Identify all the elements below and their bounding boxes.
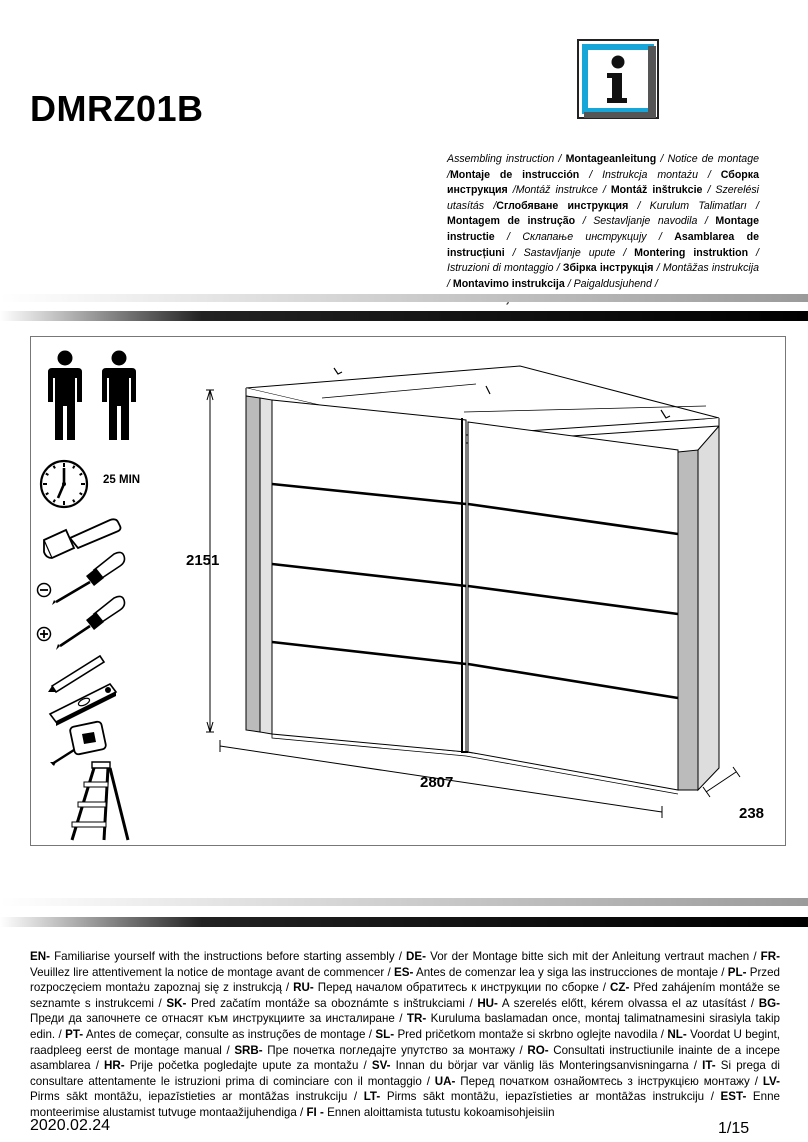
step-ladder-icon	[60, 760, 132, 844]
language-code: TR-	[406, 1012, 427, 1026]
language-code: EST-	[720, 1090, 747, 1104]
language-code: HU-	[477, 996, 498, 1010]
language-title: Notice de montage	[667, 153, 759, 165]
notice-text: Enne monteerimise alustamist tutvuge montaažijuhendiga /	[30, 1090, 780, 1119]
notice-text: Před zahájením montáže se seznamte s instrukcemi /	[30, 981, 780, 1010]
notice-text: Pirms sākt montāžu, iepazīstieties ar montāžas instrukciju /	[380, 1090, 721, 1104]
language-code: PT-	[65, 1027, 84, 1041]
info-icon	[576, 38, 660, 120]
language-code: SV-	[371, 1059, 391, 1073]
width-dimension: 2807	[420, 774, 454, 791]
notice-text: Si prega di consultare attentamente le istruzioni prima di cominciare con il montaggio /	[30, 1059, 780, 1088]
notice-text: Pred začatím montáže sa oboznámte s inštrukciami /	[186, 996, 478, 1010]
language-code: FI -	[306, 1105, 324, 1119]
divider-stripe-main	[0, 311, 808, 321]
language-title: Сглобяване инструкция	[496, 199, 629, 212]
notice-text: Consultati instructiunile inainte de a incepe asamblarea /	[30, 1043, 780, 1073]
language-code: SK-	[166, 996, 187, 1010]
language-code: PL-	[727, 965, 747, 979]
notice-text: Vor der Montage bitte sich mit der Anleitung vertraut machen /	[426, 950, 761, 963]
document-date: 2020.02.24	[30, 1117, 111, 1134]
language-code: EN-	[30, 950, 50, 963]
notice-text: Veuillez lire attentivement la notice de montage avant de commencer /	[30, 965, 394, 979]
language-code: NL-	[667, 1027, 687, 1041]
language-code: HR-	[104, 1059, 125, 1073]
language-title: Montaje de instrucción	[449, 168, 580, 181]
divider-stripe-lower-top	[0, 898, 808, 906]
language-title: Istruzioni di montaggio	[447, 262, 554, 275]
notice-text: Prije početka pogledajte upute za montažu /	[124, 1059, 372, 1073]
notice-text: Pred pričetkom montaže si skrbno oglejte navodila /	[394, 1027, 668, 1041]
language-title: Montáž inštrukcie	[610, 184, 703, 197]
language-title: Montáž instrukce	[515, 184, 598, 197]
language-code: CZ-	[610, 981, 630, 995]
tape-measure-icon	[46, 718, 112, 766]
notice-text: Antes de começar, consulte as instruções de montage /	[83, 1027, 376, 1041]
language-title: Montering instruktion	[634, 246, 749, 259]
phillips-screwdriver-icon	[36, 592, 128, 652]
notice-text: Преди да започнете се отнасят към инструкциите за инсталиране /	[30, 1012, 407, 1026]
language-code: SL-	[375, 1027, 395, 1041]
notice-text: Ennen aloittamista tutustu kokoamisohjeisiin	[323, 1105, 555, 1119]
notice-text: A szerelés előtt, kérem olvassa el az utasítást /	[497, 996, 759, 1010]
language-title: Instrukcja montażu	[602, 168, 698, 181]
divider-stripe-top	[0, 294, 808, 302]
language-title: Montageanleitung	[565, 153, 657, 165]
notice-text: Antes de comenzar lea y siga las instrucciones de montaje /	[413, 965, 728, 979]
notice-text: Пре почетка погледајте упутство за монтажу /	[262, 1043, 528, 1057]
language-title: Assembling instruction	[447, 153, 555, 165]
language-code: IT-	[702, 1059, 716, 1073]
notice-text: Voordat U begint, raadpleeg eerst de montage manual /	[30, 1027, 781, 1057]
notice-text: Familiarise yourself with the instructions before starting assembly /	[49, 950, 407, 963]
notice-text: Перед початком ознайомтесь з інструкцією монтажу /	[455, 1074, 763, 1088]
language-title: Montage instructie	[447, 215, 759, 243]
notice-text: Kuruluma baslamadan once, montaj talimatnamesini sirasiyla takip edin. /	[30, 1012, 780, 1041]
language-code: UA-	[434, 1074, 456, 1088]
person-icon	[98, 350, 140, 442]
language-title: Збірка інструкція	[562, 262, 654, 275]
language-code: SRB-	[234, 1043, 263, 1057]
assembly-duration: 25 MIN	[103, 474, 141, 486]
person-icon	[44, 350, 86, 442]
depth-dimension: 238	[739, 805, 765, 822]
language-title: Сборка инструкция	[447, 168, 759, 197]
wardrobe-drawing	[186, 360, 776, 840]
clock-icon	[38, 458, 90, 510]
language-code: RO-	[527, 1043, 549, 1057]
notice-text: Pirms sākt montāžu, iepazīstieties ar montāžas instrukciju /	[30, 1090, 364, 1104]
language-code: FR-	[760, 950, 780, 963]
language-title: Kurulum Talimatları	[649, 199, 747, 212]
language-title: Sestavljanje navodila	[593, 215, 698, 228]
language-title: Montagem de instrução	[447, 215, 576, 228]
language-title: Montavimo instrukcija	[452, 277, 565, 290]
language-title: Склапање инструкцију	[522, 230, 647, 243]
language-title: Sastavljanje upute	[523, 246, 616, 259]
divider-stripe-lower	[0, 917, 808, 927]
language-code: LV-	[762, 1074, 780, 1088]
notice-text: Перед началом обратитесь к инструкции по сборке /	[313, 981, 610, 995]
language-titles: Assembling instruction / Montageanleitung / Notice de montage /Montaje de instrucción / Instrukcja montażu / Сборка инструкция /Montáž instrukce / Montáž inštrukcie / Szerelési utasítás /Сглобяване инструкция / Kurulum Talimatları / Montagem de instrução / Sestavljanje navodila / Montage instructie / Склапање инструкцију / Asamblarea de instrucțiuni / Sastavljanje upute / Montering instruktion / Istruzioni di montaggio / Збірка інструкція / Montāžas instrukcija / Montavimo instrukcija / Paigaldusjuhend /	[447, 152, 759, 308]
language-code: RU-	[293, 981, 314, 995]
notice-text: Przed rozpoczęciem montażu zapoznaj się z instrukcją /	[30, 965, 780, 995]
notice-text: Innan du börjar var vänlig läs Monteringsanvisningarna /	[390, 1059, 703, 1073]
language-title: Montāžas instrukcija	[662, 262, 759, 275]
model-code: DMRZ01B	[30, 88, 204, 129]
page-number: 1/15	[718, 1120, 750, 1137]
language-title: Szerelési utasítás	[447, 184, 759, 212]
language-title: Asamblarea de instrucțiuni	[447, 230, 759, 259]
language-code: BG-	[758, 996, 780, 1010]
language-code: LT-	[363, 1090, 381, 1104]
height-dimension: 2151	[186, 552, 220, 569]
language-title: Paigaldusjuhend	[573, 277, 652, 290]
read-instructions-notice	[30, 949, 780, 1121]
language-code: DE-	[406, 950, 426, 963]
language-code: ES-	[394, 965, 414, 979]
